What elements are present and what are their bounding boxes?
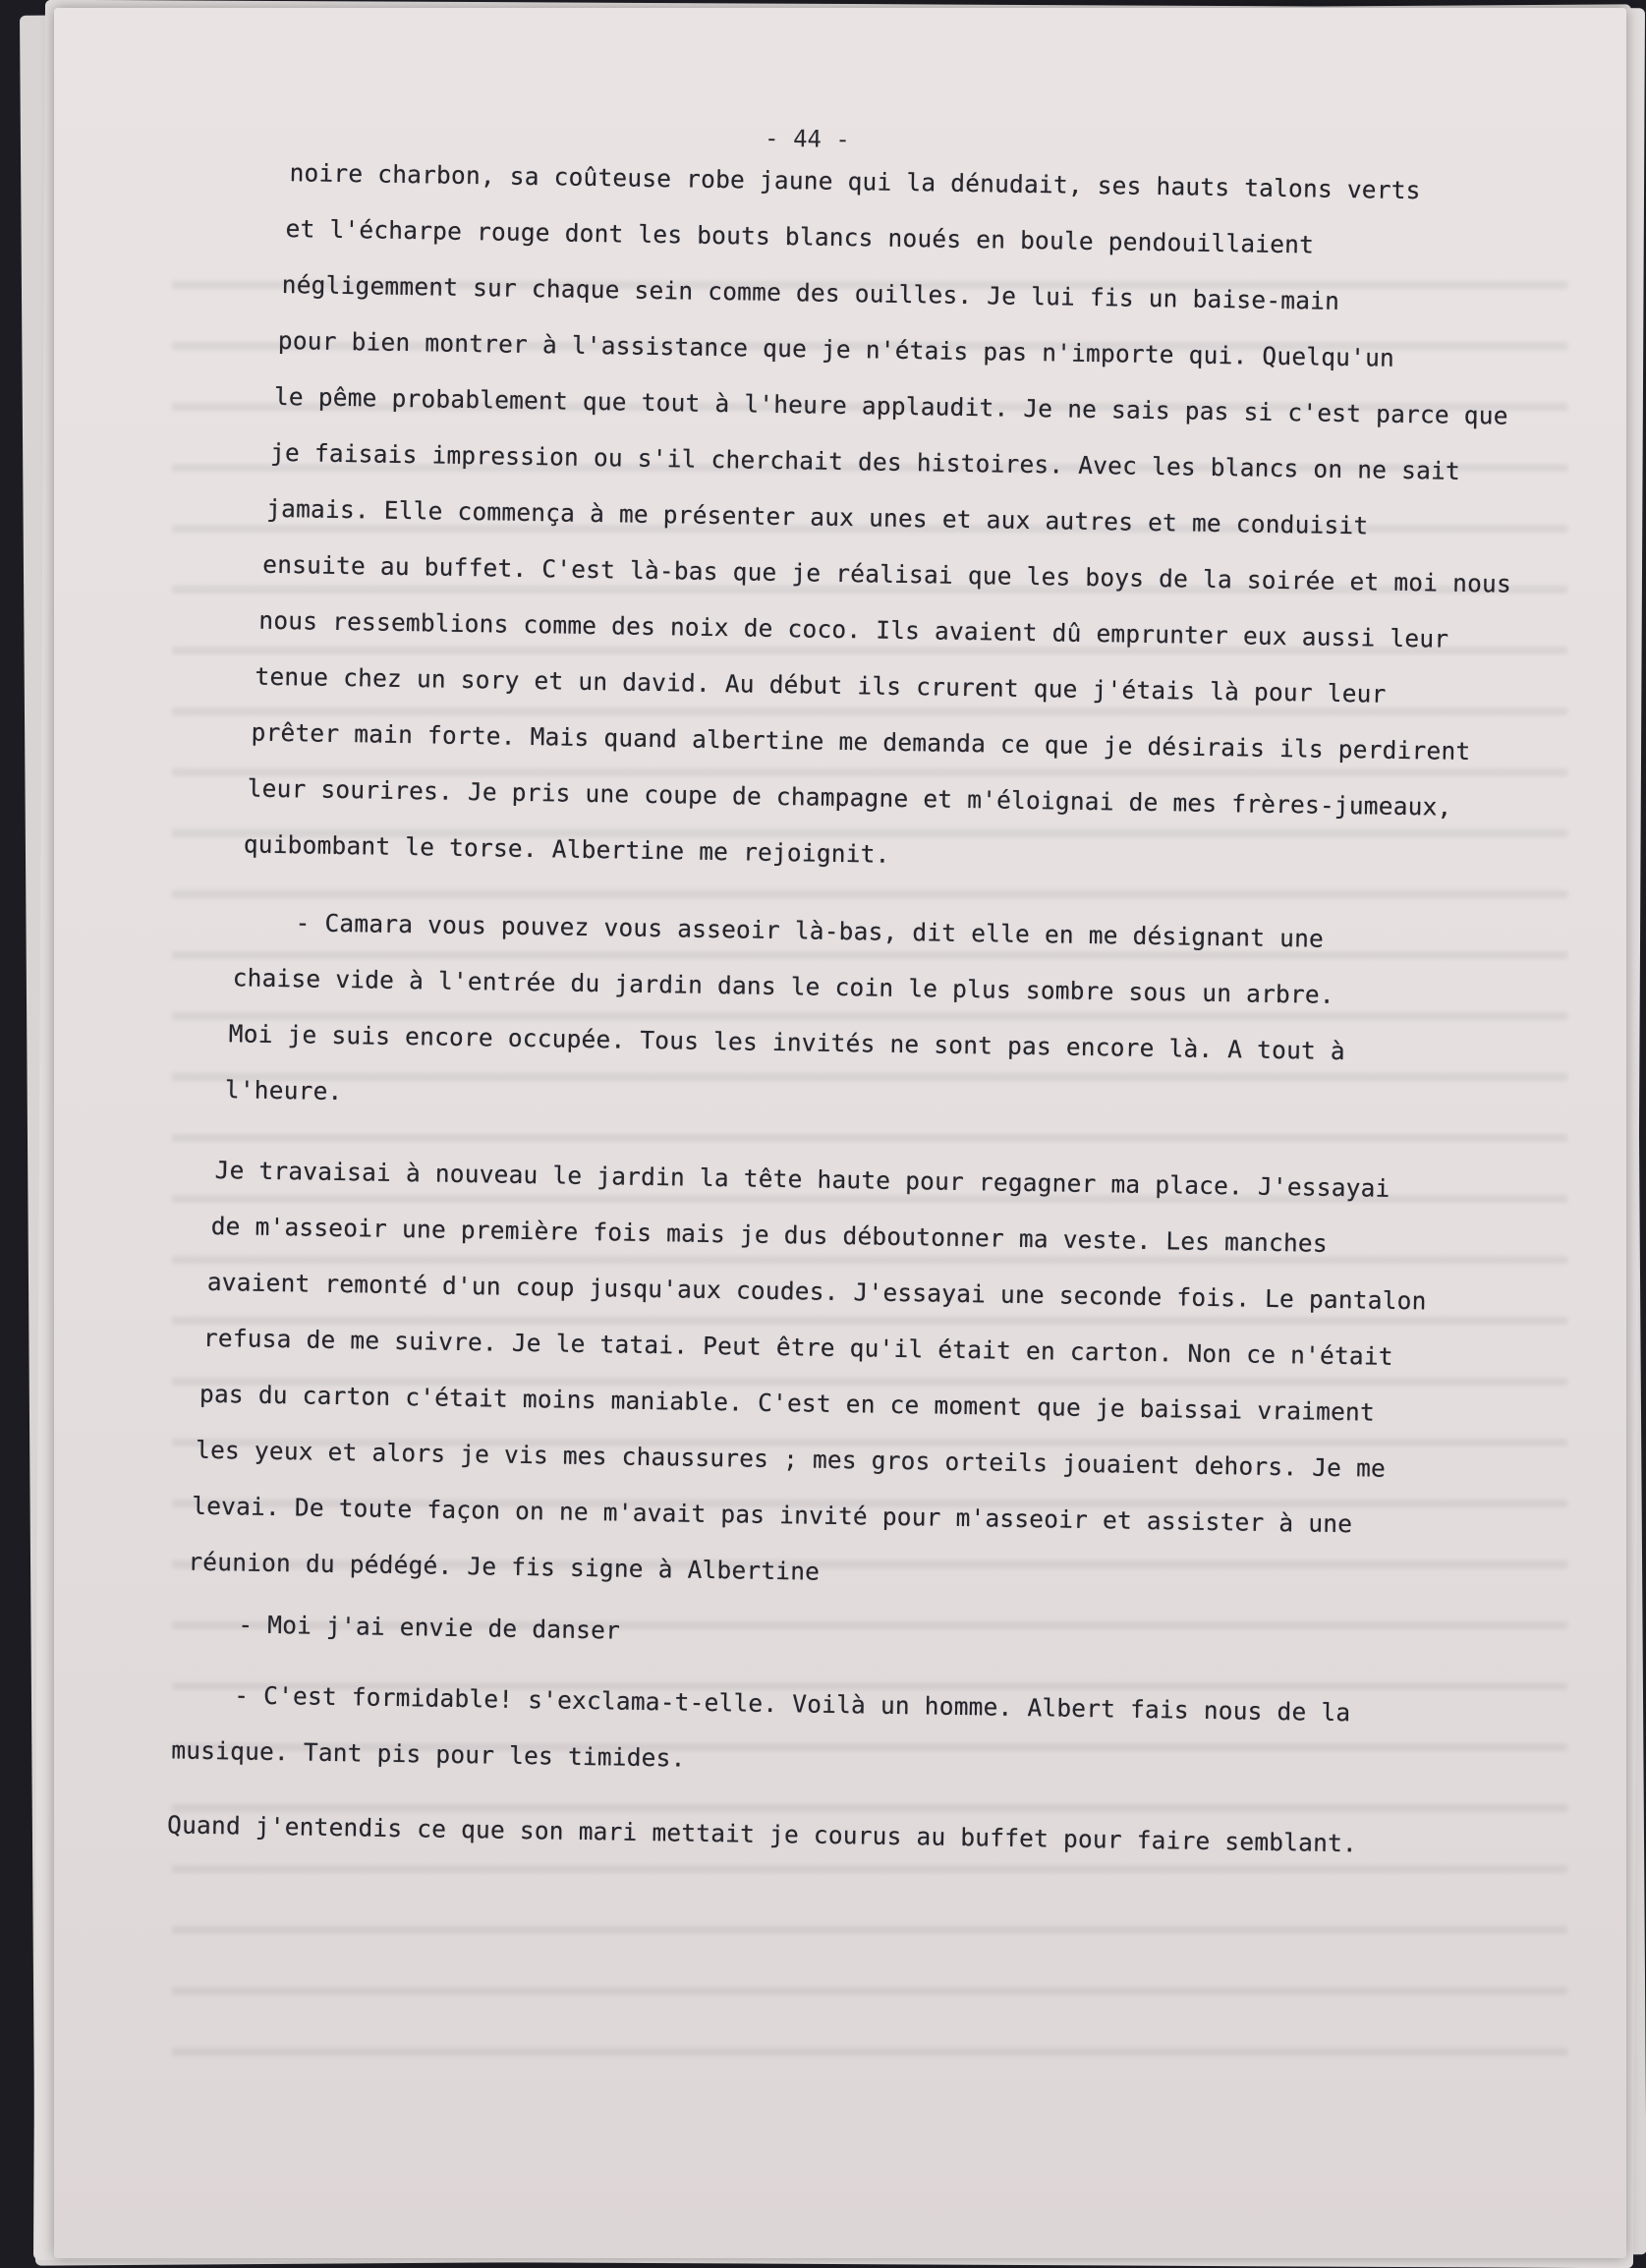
text-line: de m'asseoir une première fois mais je dus déboutonner ma veste. Les manches [210, 1211, 1329, 1258]
page-number: - 44 - [764, 124, 851, 154]
text-line: refusa de me suivre. Je le tatai. Peut être qu'il était en carton. Non ce n'était [202, 1323, 1394, 1371]
text-line: noire charbon, sa coûteuse robe jaune qui la dénudait, ses hauts talons verts [289, 158, 1421, 205]
text-line: levai. De toute façon on ne m'avait pas invité pour m'asseoir et assister à une [192, 1491, 1353, 1539]
text-line: Quand j'entendis ce que son mari mettait je courus au buffet pour faire semblant. [166, 1810, 1358, 1858]
page-body [54, 8, 1626, 2258]
text-line: prêter main forte. Mais quand albertine me demanda ce que je désirais ils perdirent [251, 717, 1471, 766]
dialogue-line: - Moi j'ai envie de danser [238, 1610, 621, 1645]
text-line: je faisais impression ou s'il cherchait des histoires. Avec les blancs on ne sait [269, 437, 1461, 485]
text-line: pas du carton c'était moins maniable. C'est en ce moment que je baissai vraiment [199, 1379, 1376, 1427]
dialogue-line: - C'est formidable! s'exclama-t-elle. Voilà un homme. Albert fais nous de la [234, 1680, 1351, 1728]
text-line: musique. Tant pis pour les timides. [171, 1735, 686, 1773]
text-line: le pême probablement que tout à l'heure applaudit. Je ne sais pas si c'est parce que [273, 381, 1508, 430]
text-line: tenue chez un sory et un david. Au début ils crurent que j'étais là pour leur [255, 661, 1387, 709]
text-line: Moi je suis encore occupée. Tous les invités ne sont pas encore là. A tout à [228, 1019, 1346, 1066]
text-line: nous ressemblions comme des noix de coco. Ils avaient dû emprunter eux aussi leur [258, 605, 1449, 653]
text-line: leur sourires. Je pris une coupe de champagne et m'éloignai de mes frères-jumeaux, [247, 773, 1452, 822]
text-line: Je travaisai à nouveau le jardin la tête haute pour regagner ma place. J'essayai [214, 1156, 1391, 1203]
text-line: chaise vide à l'entrée du jardin dans le coin le plus sombre sous un arbre. [232, 963, 1335, 1009]
typewritten-page [54, 8, 1626, 2258]
text-line: pour bien montrer à l'assistance que je n'étais pas n'importe qui. Quelqu'un [277, 325, 1395, 372]
text-line: jamais. Elle commença à me présenter aux unes et aux autres et me conduisit [265, 493, 1369, 540]
text-line: avaient remonté d'un coup jusqu'aux coudes. J'essayai une seconde fois. Le pantalon [206, 1267, 1427, 1316]
text-line: et l'écharpe rouge dont les bouts blancs noués en boule pendouillaient [285, 214, 1315, 259]
text-line: ensuite au buffet. C'est là-bas que je réalisai que les boys de la soirée et moi nous [262, 549, 1512, 598]
text-line: négligemment sur chaque sein comme des ouilles. Je lui fis un baise-main [281, 269, 1340, 315]
text-line: les yeux et alors je vis mes chaussures ; mes gros orteils jouaient dehors. Je me [195, 1435, 1387, 1483]
text-line: quibombant le torse. Albertine me rejoignit. [243, 829, 890, 869]
text-line: réunion du pédégé. Je fis signe à Albertine [188, 1547, 821, 1586]
dialogue-line: - Camara vous pouvez vous asseoir là-bas, dit elle en me désignant une [295, 908, 1325, 953]
text-line: l'heure. [224, 1075, 343, 1106]
